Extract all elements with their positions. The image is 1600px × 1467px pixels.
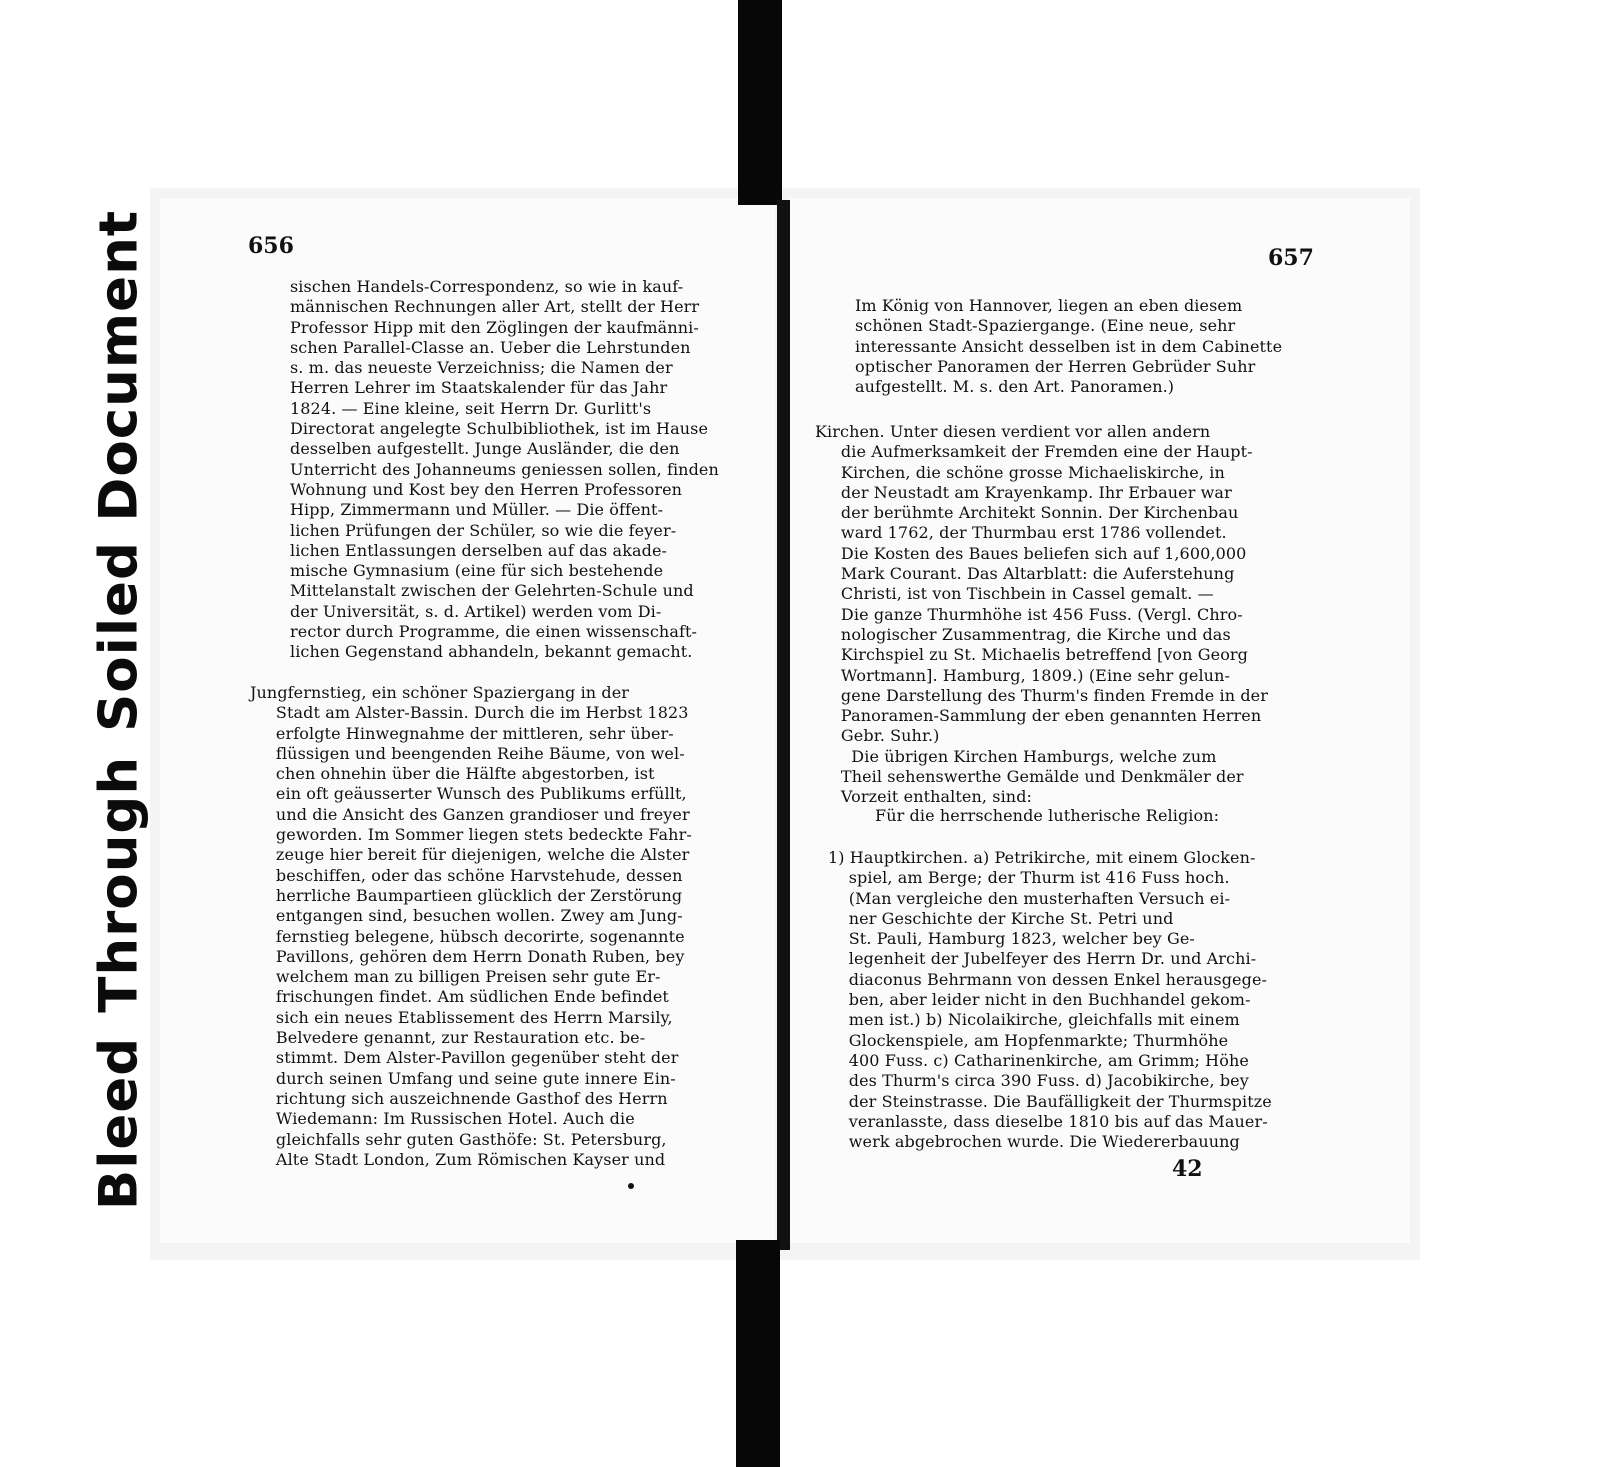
text-line: Kirchen, die schöne grosse Michaeliskirche, in [815, 462, 1225, 482]
text-line: Hipp, Zimmermann und Müller. — Die öffent- [290, 500, 664, 520]
text-line: welchem man zu billigen Preisen sehr gute Er- [250, 967, 661, 987]
right-list-hauptkirchen [828, 848, 1272, 1152]
right-paragraph-1 [855, 296, 1282, 397]
text-line: sich ein neues Etablissement des Herrn Marsily, [250, 1007, 673, 1027]
text-line: frischungen findet. Am südlichen Ende befindet [250, 987, 669, 1007]
text-line: veranlasste, dass dieselbe 1810 bis auf das Mauer- [828, 1111, 1268, 1131]
text-line: der berühmte Architekt Sonnin. Der Kirchenbau [815, 503, 1239, 523]
text-line: zeuge hier bereit für diejenigen, welche die Alster [250, 845, 690, 865]
text-line: gene Darstellung des Thurm's finden Fremde in der [815, 685, 1269, 705]
text-line: herrliche Baumpartieen glücklich der Zerstörung [250, 885, 683, 905]
text-line: Mark Courant. Das Altarblatt: die Auferstehung [815, 564, 1235, 584]
stamp-word-soiled-document: Soiled Document [88, 209, 150, 732]
text-line: schen Parallel-Classe an. Ueber die Lehrstunden [290, 337, 691, 357]
text-line: der Neustadt am Krayenkamp. Ihr Erbauer war [815, 482, 1232, 502]
spine-shadow-bottom [736, 1240, 780, 1467]
text-line: Unterricht des Johanneums geniessen sollen, finden [290, 459, 719, 479]
text-line: Glockenspiele, am Hopfenmarkte; Thurmhöhe [828, 1030, 1229, 1050]
text-line: der Steinstrasse. Die Baufälligkeit der Thurmspitze [828, 1091, 1272, 1111]
text-line: Wohnung und Kost bey den Herren Professoren [290, 479, 683, 499]
text-line: 1824. — Eine kleine, seit Herrn Dr. Gurlitt's [290, 398, 652, 418]
text-line: Kirchen. Unter diesen verdient vor allen andern [815, 422, 1211, 441]
text-line: Die übrigen Kirchen Hamburgs, welche zum [815, 746, 1217, 766]
signature-mark: 42 [1172, 1156, 1203, 1182]
text-line: Herren Lehrer im Staatskalender für das Jahr [290, 378, 668, 398]
text-line: Alte Stadt London, Zum Römischen Kayser und [250, 1149, 666, 1169]
text-line: diaconus Behrmann von dessen Enkel herausgege- [828, 969, 1268, 989]
text-line: geworden. Im Sommer liegen stets bedeckte Fahr- [250, 825, 692, 845]
text-line: Die Kosten des Baues beliefen sich auf 1,600,000 [815, 543, 1247, 563]
printer-mark [628, 1183, 634, 1189]
text-line: St. Pauli, Hamburg 1823, welcher bey Ge- [828, 929, 1195, 949]
text-line: Im König von Hannover, liegen an eben diesem [855, 296, 1243, 315]
text-line: Jungfernstieg, ein schöner Spaziergang in der [250, 683, 630, 702]
right-subheading-lutheran [875, 806, 1219, 826]
text-line: Professor Hipp mit den Zöglingen der kaufmänni- [290, 317, 699, 337]
text-line: lichen Entlassungen derselben auf das akade- [290, 540, 668, 560]
text-line: fernstieg belegene, hübsch decorirte, sogenannte [250, 926, 685, 946]
text-line: men ist.) b) Nicolaikirche, gleichfalls mit einem [828, 1010, 1240, 1030]
text-line: Pavillons, gehören dem Herrn Donath Ruben, bey [250, 946, 685, 966]
page-number-left: 656 [248, 233, 294, 259]
text-line: (Man vergleiche den musterhaften Versuch ei- [828, 888, 1231, 908]
text-line: Theil sehenswerthe Gemälde und Denkmäler der [815, 767, 1244, 787]
text-line: interessante Ansicht desselben ist in dem Cabinette [855, 336, 1283, 356]
text-line: gleichfalls sehr guten Gasthöfe: St. Petersburg, [250, 1129, 667, 1149]
text-line: entgangen sind, besuchen wollen. Zwey am Jung- [250, 906, 683, 926]
text-line: chen ohnehin über die Hälfte abgestorben, ist [250, 764, 655, 784]
stamp-text [89, 210, 150, 1210]
text-line: ein oft geäusserter Wunsch des Publikums erfüllt, [250, 784, 687, 804]
text-line: der Universität, s. d. Artikel) werden vom Di- [290, 601, 662, 621]
text-line: optischer Panoramen der Herren Gebrüder Suhr [855, 356, 1256, 376]
text-line: flüssigen und beengenden Reihe Bäume, von wel- [250, 743, 685, 763]
text-line: Vorzeit enthalten, sind: [815, 787, 1033, 807]
text-line: des Thurm's circa 390 Fuss. d) Jacobikirche, bey [828, 1071, 1249, 1091]
bleed-through-stamp [88, 195, 150, 1225]
text-line: 400 Fuss. c) Catharinenkirche, am Grimm; Höhe [828, 1050, 1249, 1070]
text-line: Gebr. Suhr.) [815, 726, 940, 746]
text-line: nologischer Zusammentrag, die Kirche und das [815, 624, 1231, 644]
text-line: Panoramen-Sammlung der eben genannten Herren [815, 706, 1262, 726]
text-line: ner Geschichte der Kirche St. Petri und [828, 908, 1174, 928]
text-line: Kirchspiel zu St. Michaelis betreffend [von Georg [815, 645, 1249, 665]
text-line: desselben aufgestellt. Junge Ausländer, die den [290, 439, 680, 459]
left-entry-jungfernstieg [250, 683, 692, 1170]
text-line: spiel, am Berge; der Thurm ist 416 Fuss hoch. [828, 868, 1230, 888]
text-line: erfolgte Hinwegnahme der mittleren, sehr über- [250, 723, 674, 743]
text-line: stimmt. Dem Alster-Pavillon gegenüber steht der [250, 1048, 679, 1068]
left-paragraph-1 [290, 277, 719, 663]
text-line: Belvedere genannt, zur Restauration etc. be- [250, 1028, 646, 1048]
text-line: Für die herrschende lutherische Religion: [875, 806, 1220, 825]
text-line: lichen Gegenstand abhandeln, bekannt gemacht. [290, 642, 693, 662]
stamp-word-through: Through [88, 755, 150, 1013]
text-line: und die Ansicht des Ganzen grandioser und freyer [250, 804, 690, 824]
text-line: durch seinen Umfang und seine gute innere Ein- [250, 1068, 676, 1088]
text-line: sischen Handels-Correspondenz, so wie in kauf- [290, 277, 684, 296]
text-line: Directorat angelegte Schulbibliothek, ist im Hause [290, 419, 709, 439]
text-line: Wiedemann: Im Russischen Hotel. Auch die [250, 1109, 635, 1129]
text-line: beschiffen, oder das schöne Harvstehude, dessen [250, 865, 683, 885]
text-line: lichen Prüfungen der Schüler, so wie die feyer- [290, 520, 677, 540]
text-line: ben, aber leider nicht in den Buchhandel gekom- [828, 990, 1251, 1010]
text-line: Christi, ist von Tischbein in Cassel gemalt. — [815, 584, 1214, 604]
text-line: werk abgebrochen wurde. Die Wiedererbauung [828, 1132, 1240, 1152]
text-line: Stadt am Alster-Bassin. Durch die im Herbst 1823 [250, 703, 689, 723]
stamp-word-bleed: Bleed [88, 1036, 150, 1211]
text-line: Wortmann]. Hamburg, 1809.) (Eine sehr gelun- [815, 665, 1231, 685]
text-line: Die ganze Thurmhöhe ist 456 Fuss. (Vergl. Chro- [815, 604, 1243, 624]
book-gutter [777, 200, 790, 1250]
spine-shadow-top [738, 0, 782, 205]
text-line: 1) Hauptkirchen. a) Petrikirche, mit einem Glocken- [828, 848, 1256, 867]
text-line: s. m. das neueste Verzeichniss; die Namen der [290, 358, 673, 378]
text-line: Mittelanstalt zwischen der Gelehrten-Schule und [290, 581, 694, 601]
text-line: rector durch Programme, die einen wissenschaft- [290, 622, 698, 642]
text-line: die Aufmerksamkeit der Fremden eine der Haupt- [815, 442, 1253, 462]
text-line: mische Gymnasium (eine für sich bestehende [290, 561, 664, 581]
text-line: schönen Stadt-Spaziergange. (Eine neue, sehr [855, 316, 1236, 336]
text-line: männischen Rechnungen aller Art, stellt der Herr [290, 297, 700, 317]
right-entry-kirchen [815, 422, 1268, 808]
text-line: richtung sich auszeichnende Gasthof des Herrn [250, 1088, 668, 1108]
page-number-right: 657 [1268, 245, 1314, 271]
text-line: legenheit der Jubelfeyer des Herrn Dr. und Archi- [828, 949, 1257, 969]
text-line: ward 1762, der Thurmbau erst 1786 vollendet. [815, 523, 1227, 543]
text-line: aufgestellt. M. s. den Art. Panoramen.) [855, 377, 1175, 397]
